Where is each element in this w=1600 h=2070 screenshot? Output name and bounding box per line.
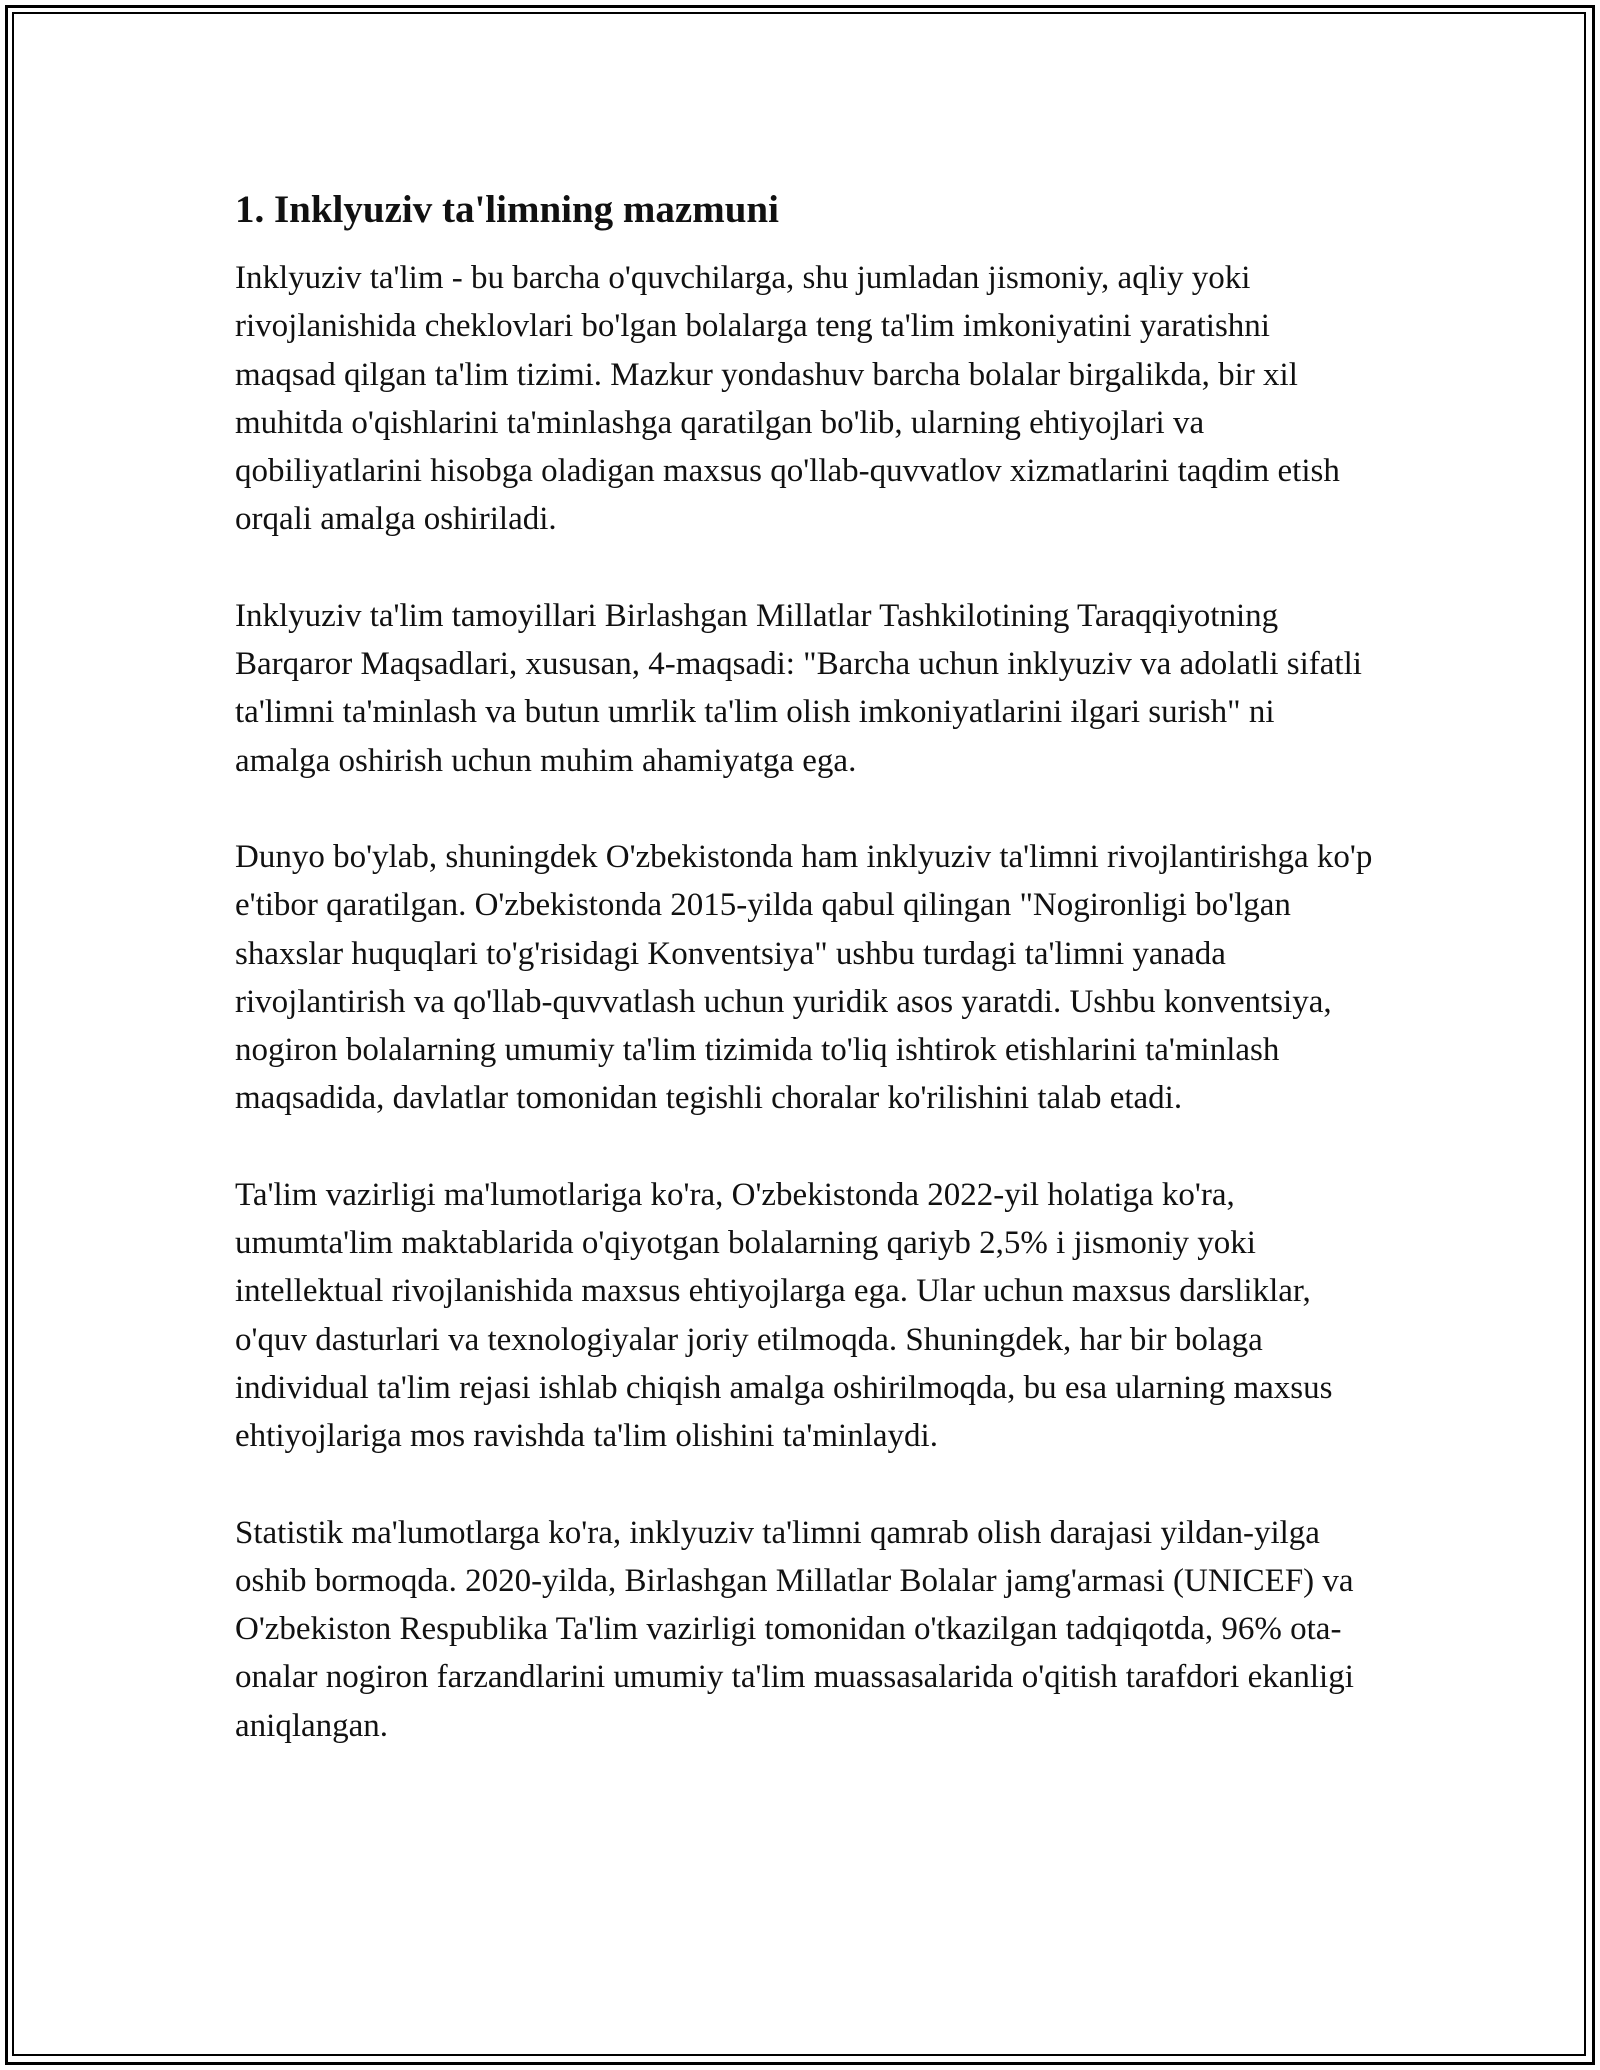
paragraph-un-goals: Inklyuziv ta'lim tamoyillari Birlashgan Millatlar Tashkilotining Taraqqiyotning Barqaror Maqsadlari, xususan, 4-maqsadi: "Barcha uchun inklyuziv va adolatli sifatli ta'limni ta'minlash va butun umrlik ta'lim olish imkoniyatlarini ilgari surish" ni amalga oshirish uchun muhim ahamiyatga ega.	[235, 597, 1362, 779]
paragraph-ministry-data: Ta'lim vazirligi ma'lumotlariga ko'ra, O'zbekistonda 2022-yil holatiga ko'ra, umumta'lim maktablarida o'qiyotgan bolalarning qariyb 2,5% i jismoniy yoki intellektual rivojlanishida maxsus ehtiyojlarga ega. Ular uchun maxsus darsliklar, o'quv dasturlari va texnologiyalar joriy etilmoqda. Shuningdek, har bir bolaga individual ta'lim rejasi ishlab chiqish amalga oshirilmoqda, bu esa ularning maxsus ehtiyojlariga mos ravishda ta'lim olishini ta'minlaydi.	[235, 1176, 1333, 1455]
paragraph-definition: Inklyuziv ta'lim - bu barcha o'quvchilarga, shu jumladan jismoniy, aqliy yoki rivojlanishida cheklovlari bo'lgan bolalarga teng ta'lim imkoniyatini yaratishni maqsad qilgan ta'lim tizimi. Mazkur yondashuv barcha bolalar birgalikda, bir xil muhitda o'qishlarini ta'minlashga qaratilgan bo'lib, ularning ehtiyojlari va qobiliyatlarini hisobga oladigan maxsus qo'llab-quvvatlov xizmatlarini taqdim etish orqali amalga oshiriladi.	[235, 260, 1340, 538]
document-body	[235, 186, 1375, 1750]
paragraph-uzbekistan-convention: Dunyo bo'ylab, shuningdek O'zbekistonda ham inklyuziv ta'limni rivojlantirishga ko'p e'tibor qaratilgan. O'zbekistonda 2015-yilda qabul qilingan "Nogironligi bo'lgan shaxslar huquqlari to'g'risidagi Konventsiya" ushbu turdagi ta'limni yanada rivojlantirish va qo'llab-quvvatlash uchun yuridik asos yaratdi. Ushbu konventsiya, nogiron bolalarning umumiy ta'lim tizimida to'liq ishtirok etishlarini ta'minlash maqsadida, davlatlar tomonidan tegishli choralar ko'rilishini talab etadi.	[235, 838, 1373, 1117]
section-title: 1. Inklyuziv ta'limning mazmuni	[235, 188, 779, 231]
paragraph-statistics: Statistik ma'lumotlarga ko'ra, inklyuziv ta'limni qamrab olish darajasi yildan-yilga oshib bormoqda. 2020-yilda, Birlashgan Millatlar Bolalar jamg'armasi (UNICEF) va O'zbekiston Respublika Ta'lim vazirligi tomonidan o'tkazilgan tadqiqotda, 96% ota-onalar nogiron farzandlarini umumiy ta'lim muassasalarida o'qitish tarafdori ekanligi aniqlangan.	[235, 1514, 1354, 1744]
